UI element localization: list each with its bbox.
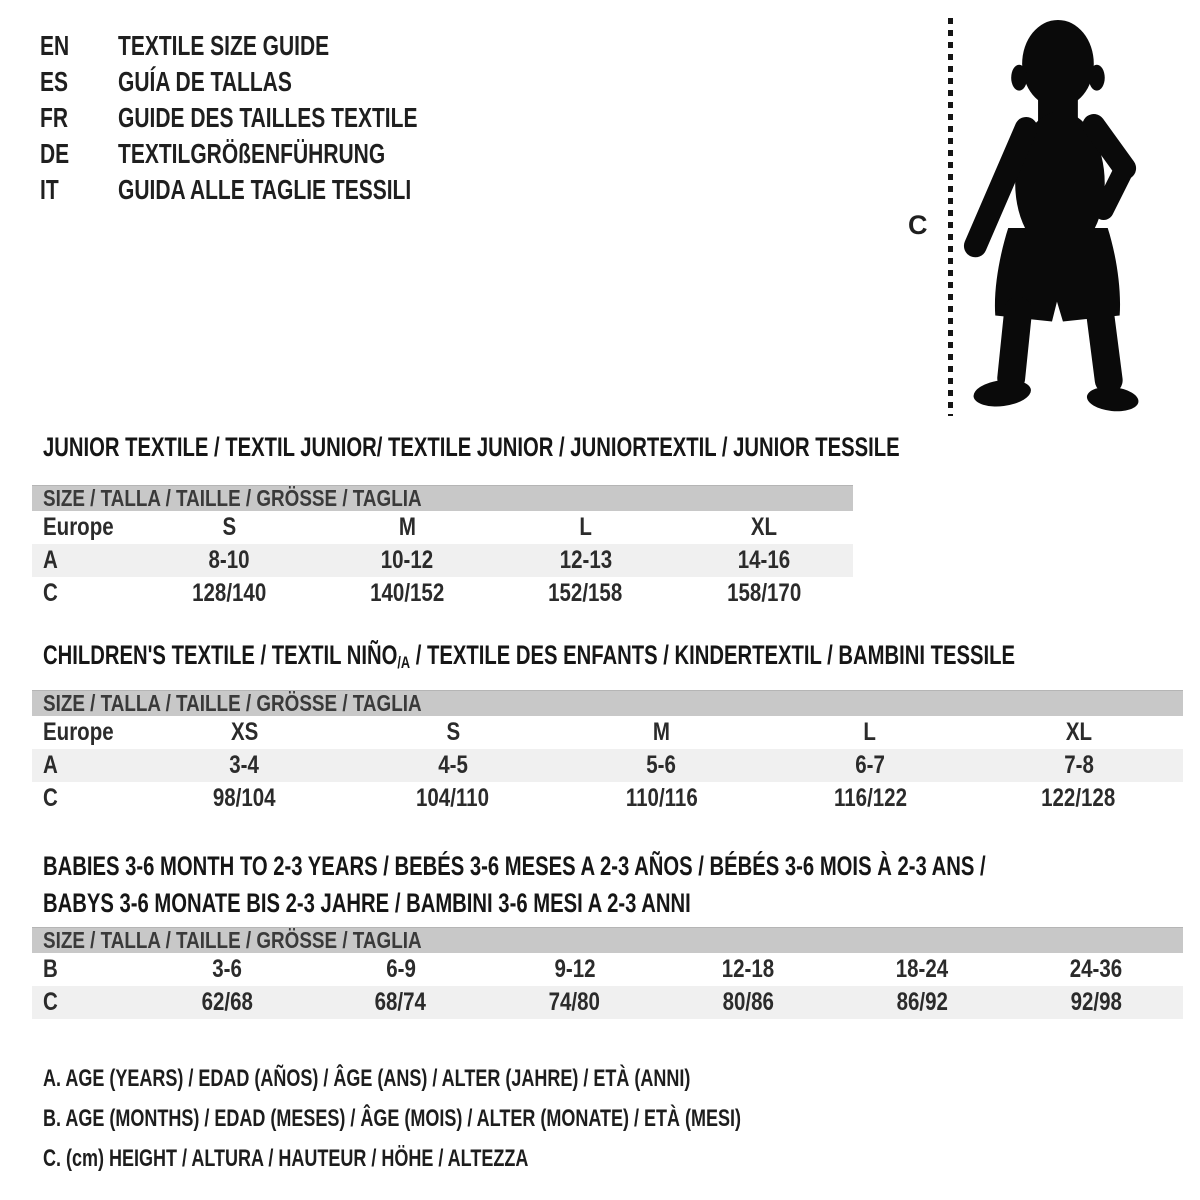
cell-value: 98/104 [212, 784, 276, 812]
cell-value: 3-6 [212, 955, 242, 983]
cell-value: L [579, 513, 592, 541]
junior-title-text: JUNIOR TEXTILE / TEXTIL JUNIOR/ TEXTILE JUNIOR / JUNIORTEXTIL / JUNIOR TESSILE [43, 432, 900, 462]
cell-value: 86/92 [896, 988, 948, 1016]
note-a-text: A. AGE (YEARS) / EDAD (AÑOS) / ÂGE (ANS) / ALTER (JAHRE) / ETÀ (ANNI) [43, 1065, 691, 1092]
cell-value: 92/98 [1070, 988, 1122, 1016]
row-label: A [43, 751, 58, 779]
table-row [32, 544, 853, 577]
cell-value: 140/152 [370, 579, 445, 607]
children-section-title [43, 642, 1200, 672]
lang-label: GUIDE DES TAILLES TEXTILE [118, 102, 418, 133]
height-measure-label: C [908, 210, 928, 240]
babies-size-table [32, 927, 1183, 1019]
size-header-text: SIZE / TALLA / TAILLE / GRÖSSE / TAGLIA [43, 690, 422, 716]
lang-code: DE [40, 138, 70, 169]
cell-value: 4-5 [438, 751, 468, 779]
cell-value: 6-9 [385, 955, 416, 983]
language-row-fr [40, 100, 517, 136]
lang-label: GUÍA DE TALLAS [118, 66, 292, 97]
cell-value: 110/116 [625, 784, 698, 812]
cell-value: 9-12 [554, 955, 596, 983]
cell-value: 5-6 [646, 751, 677, 779]
size-header-text: SIZE / TALLA / TAILLE / GRÖSSE / TAGLIA [43, 485, 422, 511]
junior-section-title [43, 434, 1185, 461]
lang-label: TEXTILE SIZE GUIDE [118, 30, 330, 61]
cell-value: M [398, 513, 416, 541]
note-b [43, 1106, 974, 1132]
cell-value: 158/170 [726, 579, 801, 607]
junior-size-header [32, 485, 853, 511]
language-legend [40, 28, 517, 208]
cell-value: 7-8 [1063, 751, 1094, 779]
note-b-text: B. AGE (MONTHS) / EDAD (MESES) / ÂGE (MOIS) / ALTER (MONATE) / ETÀ (MESI) [43, 1105, 741, 1132]
junior-size-table [32, 485, 853, 610]
cell-value: S [446, 718, 460, 746]
cell-value: M [652, 718, 671, 746]
toddler-silhouette-icon [960, 14, 1140, 422]
cell-value: 152/158 [548, 579, 623, 607]
lang-label: TEXTILGRÖßENFÜHRUNG [118, 138, 386, 169]
note-a [43, 1066, 974, 1092]
height-measure-line [948, 18, 953, 416]
note-c [43, 1146, 974, 1172]
cell-value: 6-7 [855, 751, 885, 779]
cell-value: 24-36 [1069, 955, 1123, 983]
cell-value: 122/128 [1041, 784, 1116, 812]
cell-value: 18-24 [896, 955, 949, 983]
cell-value: L [863, 718, 877, 746]
cell-value: XS [230, 718, 258, 746]
language-row-en [40, 28, 517, 64]
row-label: A [43, 546, 58, 574]
cell-value: 3-4 [229, 751, 260, 779]
row-label: Europe [43, 513, 114, 541]
lang-code: IT [40, 174, 59, 205]
children-title-post: / TEXTILE DES ENFANTS / KINDERTEXTIL / BAMBINI TESSILE [410, 640, 1016, 670]
table-row [32, 511, 853, 544]
row-label: C [43, 988, 58, 1016]
babies-size-header [32, 927, 1183, 953]
table-row [32, 749, 1183, 782]
table-row [32, 782, 1183, 815]
legend-notes [43, 1066, 974, 1186]
children-size-header [32, 690, 1183, 716]
children-title-sub: /A [397, 653, 411, 672]
babies-section-title [43, 848, 1200, 922]
cell-value: 62/68 [201, 988, 253, 1016]
lang-label: GUIDA ALLE TAGLIE TESSILI [118, 174, 412, 205]
language-row-de [40, 136, 517, 172]
cell-value: 12-13 [559, 546, 612, 574]
cell-value: 128/140 [192, 579, 267, 607]
row-label: C [43, 579, 58, 607]
cell-value: 12-18 [722, 955, 775, 983]
cell-value: 104/110 [416, 784, 490, 812]
language-row-es [40, 64, 517, 100]
cell-value: 14-16 [737, 546, 791, 574]
table-row [32, 953, 1183, 986]
cell-value: 74/80 [548, 988, 601, 1016]
cell-value: 8-10 [208, 546, 250, 574]
cell-value: 68/74 [375, 988, 427, 1016]
note-c-text: C. (cm) HEIGHT / ALTURA / HAUTEUR / HÖHE / ALTEZZA [43, 1145, 529, 1172]
lang-code: FR [40, 102, 68, 133]
row-label: Europe [43, 718, 114, 746]
cell-value: 116/122 [833, 784, 907, 812]
cell-value: S [222, 513, 236, 541]
cell-value: XL [1065, 718, 1092, 746]
babies-title-line2: BABYS 3-6 MONATE BIS 2-3 JAHRE / BAMBINI 3-6 MESI A 2-3 ANNI [43, 888, 691, 918]
lang-code: ES [40, 66, 69, 97]
table-row [32, 716, 1183, 749]
children-title-pre: CHILDREN'S TEXTILE / TEXTIL NIÑO [43, 640, 398, 670]
cell-value: 80/86 [722, 988, 775, 1016]
cell-value: XL [750, 513, 777, 541]
row-label: B [43, 955, 58, 983]
table-row [32, 986, 1183, 1019]
lang-code: EN [40, 30, 70, 61]
size-header-text: SIZE / TALLA / TAILLE / GRÖSSE / TAGLIA [43, 927, 422, 953]
language-row-it [40, 172, 517, 208]
cell-value: 10-12 [381, 546, 434, 574]
children-title-text [43, 642, 1015, 672]
babies-title-line1: BABIES 3-6 MONTH TO 2-3 YEARS / BEBÉS 3-6 MESES A 2-3 AÑOS / BÉBÉS 3-6 MOIS À 2-3 ANS / [43, 851, 986, 881]
row-label: C [43, 784, 58, 812]
children-size-table [32, 690, 1183, 815]
table-row [32, 577, 853, 610]
